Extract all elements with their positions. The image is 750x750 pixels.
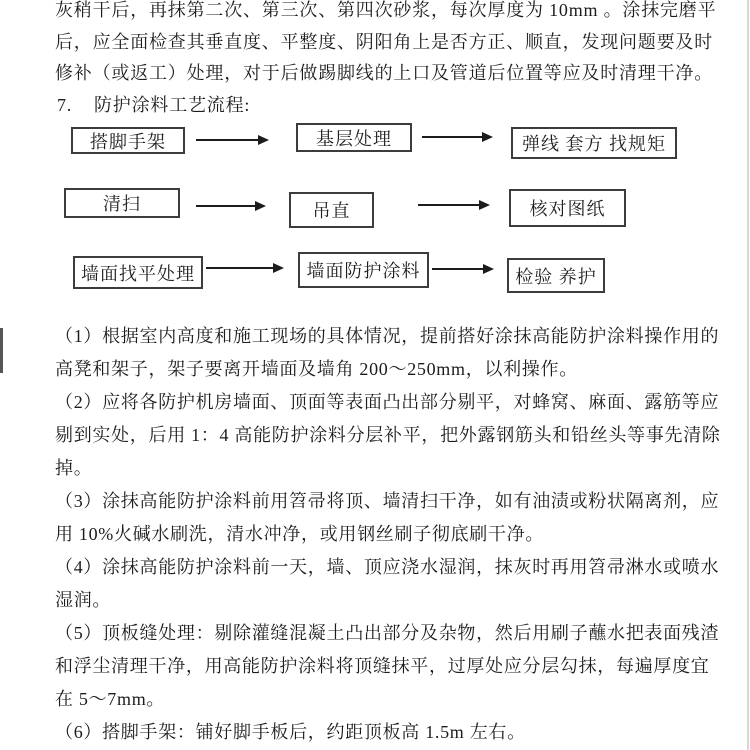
flow-step-wall-protective-coating: 墙面防护涂料 bbox=[298, 252, 429, 288]
text-line: 灰稍干后，再抹第二次、第三次、第四次砂浆，每次厚度为 10mm 。涂抹完磨平 bbox=[55, 0, 717, 20]
section-number: 7. bbox=[57, 95, 73, 115]
arrow-head-icon bbox=[273, 263, 284, 273]
text-line: （5）顶板缝处理：剔除灌缝混凝土凸出部分及杂物，然后用刷子蘸水把表面残渣 bbox=[55, 623, 720, 643]
text-line: 湿润。 bbox=[55, 590, 112, 610]
flow-arrow bbox=[196, 201, 266, 211]
arrow-head-icon bbox=[258, 135, 269, 145]
text-line: 在 5～7mm。 bbox=[55, 689, 166, 709]
flow-arrow bbox=[196, 135, 269, 145]
arrow-head-icon bbox=[482, 132, 493, 142]
text-line: 剔到实处，后用 1：4 高能防护涂料分层补平，把外露钢筋头和铅丝头等事先清除 bbox=[55, 425, 721, 445]
flow-step-inspection-curing: 检验 养护 bbox=[507, 258, 605, 293]
text-line: （3）涂抹高能防护涂料前用笤帚将顶、墙清扫干净，如有油渍或粉状隔离剂，应 bbox=[55, 491, 720, 511]
arrow-head-icon bbox=[255, 201, 266, 211]
flow-step-check-drawings: 核对图纸 bbox=[509, 189, 626, 227]
text-line: 修补（或返工）处理，对于后做踢脚线的上口及管道后位置等应及时清理干净。 bbox=[55, 63, 713, 84]
scan-artifact-left-mark bbox=[0, 328, 3, 373]
text-line: （4）涂抹高能防护涂料前一天，墙、顶应浇水湿润，抹灰时再用笤帚淋水或喷水 bbox=[55, 557, 720, 577]
flow-step-scaffolding: 搭脚手架 bbox=[71, 127, 185, 154]
text-line: （1）根据室内高度和施工现场的具体情况，提前搭好涂抹高能防护涂料操作用的 bbox=[55, 326, 720, 346]
flow-arrow bbox=[206, 263, 284, 273]
section-title: 防护涂料工艺流程: bbox=[94, 95, 251, 115]
arrow-shaft bbox=[432, 268, 483, 270]
arrow-shaft bbox=[196, 139, 258, 141]
flow-arrow bbox=[432, 264, 494, 274]
flow-step-hang-plumb: 吊直 bbox=[289, 192, 374, 228]
flow-step-cleaning: 清扫 bbox=[64, 188, 180, 218]
scan-artifact-right-line bbox=[747, 0, 749, 750]
text-line: 掉。 bbox=[55, 458, 93, 478]
flow-arrow bbox=[422, 132, 493, 142]
arrow-shaft bbox=[418, 204, 479, 206]
arrow-shaft bbox=[206, 267, 273, 269]
body-paragraphs bbox=[55, 320, 750, 749]
text-line: （6）搭脚手架：铺好脚手板后，约距顶板高 1.5m 左右。 bbox=[55, 722, 526, 742]
text-line: （2）应将各防护机房墙面、顶面等表面凸出部分剔平，对蜂窝、麻面、露筋等应 bbox=[55, 392, 720, 412]
flow-step-snap-lines: 弹线 套方 找规矩 bbox=[511, 127, 677, 159]
flow-step-base-treatment: 基层处理 bbox=[296, 123, 412, 152]
arrow-shaft bbox=[196, 205, 255, 207]
intro-paragraph bbox=[55, 0, 747, 90]
arrow-shaft bbox=[422, 136, 482, 138]
flow-step-wall-leveling: 墙面找平处理 bbox=[73, 256, 203, 289]
text-line: 和浮尘清理干净，用高能防护涂料将顶缝抹平，过厚处应分层勾抹，每遍厚度宜 bbox=[55, 656, 710, 676]
arrow-head-icon bbox=[479, 200, 490, 210]
text-line: 用 10%火碱水刷洗，清水冲净，或用钢丝刷子彻底刷干净。 bbox=[55, 524, 545, 544]
flow-arrow bbox=[418, 200, 490, 210]
arrow-head-icon bbox=[483, 264, 494, 274]
text-line: 高凳和架子，架子要离开墙面及墙角 200～250mm，以利操作。 bbox=[55, 359, 578, 379]
section-heading bbox=[57, 90, 250, 122]
text-line: 后，应全面检查其垂直度、平整度、阴阳角上是否方正、顺直，发现问题要及时 bbox=[55, 31, 713, 52]
